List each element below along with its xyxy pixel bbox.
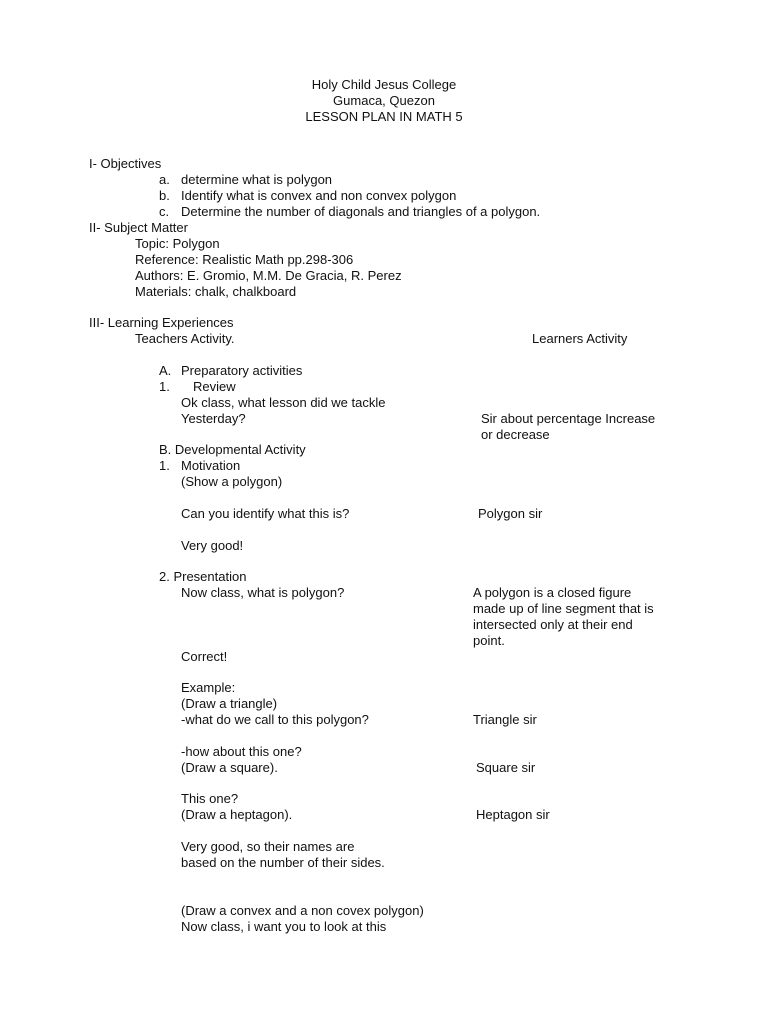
square-question: -how about this one? — [181, 744, 302, 759]
school-location: Gumaca, Quezon — [333, 93, 435, 108]
review-answer-1: Sir about percentage Increase — [481, 411, 656, 426]
what-polygon-question: Now class, what is polygon? — [181, 585, 345, 600]
teachers-column-header: Teachers Activity. — [135, 331, 235, 346]
review-heading: Review — [193, 379, 236, 394]
review-question-1: Ok class, what lesson did we tackle — [181, 395, 386, 410]
reference-line: Reference: Realistic Math pp.298-306 — [135, 252, 354, 267]
objective-c-text: Determine the number of diagonals and triangles of a polygon. — [181, 204, 541, 219]
polygon-definition-1: A polygon is a closed figure — [473, 585, 632, 600]
names-line-1: Very good, so their names are — [181, 839, 355, 854]
objective-a-text: determine what is polygon — [181, 172, 333, 187]
correct-line: Correct! — [181, 649, 228, 664]
motivation-heading: Motivation — [181, 458, 241, 473]
triangle-question: -what do we call to this polygon? — [181, 712, 369, 727]
names-line-2: based on the number of their sides. — [181, 855, 385, 870]
draw-convex-note: (Draw a convex and a non covex polygon) — [181, 903, 424, 918]
topic-line: Topic: Polygon — [135, 236, 220, 251]
learning-heading: III- Learning Experiences — [89, 315, 234, 330]
learners-column-header: Learners Activity — [532, 331, 628, 346]
preparatory-heading: Preparatory activities — [181, 363, 303, 378]
review-question-2: Yesterday? — [181, 411, 246, 426]
draw-triangle-note: (Draw a triangle) — [181, 696, 278, 711]
polygon-definition-2: made up of line segment that is — [473, 601, 654, 616]
authors-line: Authors: E. Gromio, M.M. De Gracia, R. Perez — [135, 268, 402, 283]
review-answer-2: or decrease — [481, 427, 550, 442]
look-line: Now class, i want you to look at this — [181, 919, 387, 934]
school-name: Holy Child Jesus College — [311, 77, 457, 92]
objective-a-marker: a. — [159, 172, 170, 187]
identify-question: Can you identify what this is? — [181, 506, 350, 521]
heptagon-answer: Heptagon sir — [476, 807, 550, 822]
developmental-heading: B. Developmental Activity — [159, 442, 306, 457]
objective-b-marker: b. — [159, 188, 170, 203]
draw-square-note: (Draw a square). — [181, 760, 278, 775]
example-line: Example: — [181, 680, 236, 695]
objectives-heading: I- Objectives — [89, 156, 162, 171]
very-good-line: Very good! — [181, 538, 244, 553]
heptagon-question: This one? — [181, 791, 239, 806]
draw-heptagon-note: (Draw a heptagon). — [181, 807, 293, 822]
triangle-answer: Triangle sir — [473, 712, 537, 727]
square-answer: Square sir — [476, 760, 536, 775]
objective-c-marker: c. — [159, 204, 170, 219]
objective-b-text: Identify what is convex and non convex polygon — [181, 188, 457, 203]
polygon-definition-4: point. — [473, 633, 505, 648]
materials-line: Materials: chalk, chalkboard — [135, 284, 297, 299]
presentation-heading: 2. Presentation — [159, 569, 247, 584]
subject-matter-heading: II- Subject Matter — [89, 220, 188, 235]
document-title: LESSON PLAN IN MATH 5 — [305, 109, 463, 124]
show-polygon-note: (Show a polygon) — [181, 474, 283, 489]
motivation-marker: 1. — [159, 458, 170, 473]
preparatory-marker: A. — [159, 363, 172, 378]
review-marker: 1. — [159, 379, 170, 394]
polygon-definition-3: intersected only at their end — [473, 617, 633, 632]
identify-answer: Polygon sir — [478, 506, 543, 521]
